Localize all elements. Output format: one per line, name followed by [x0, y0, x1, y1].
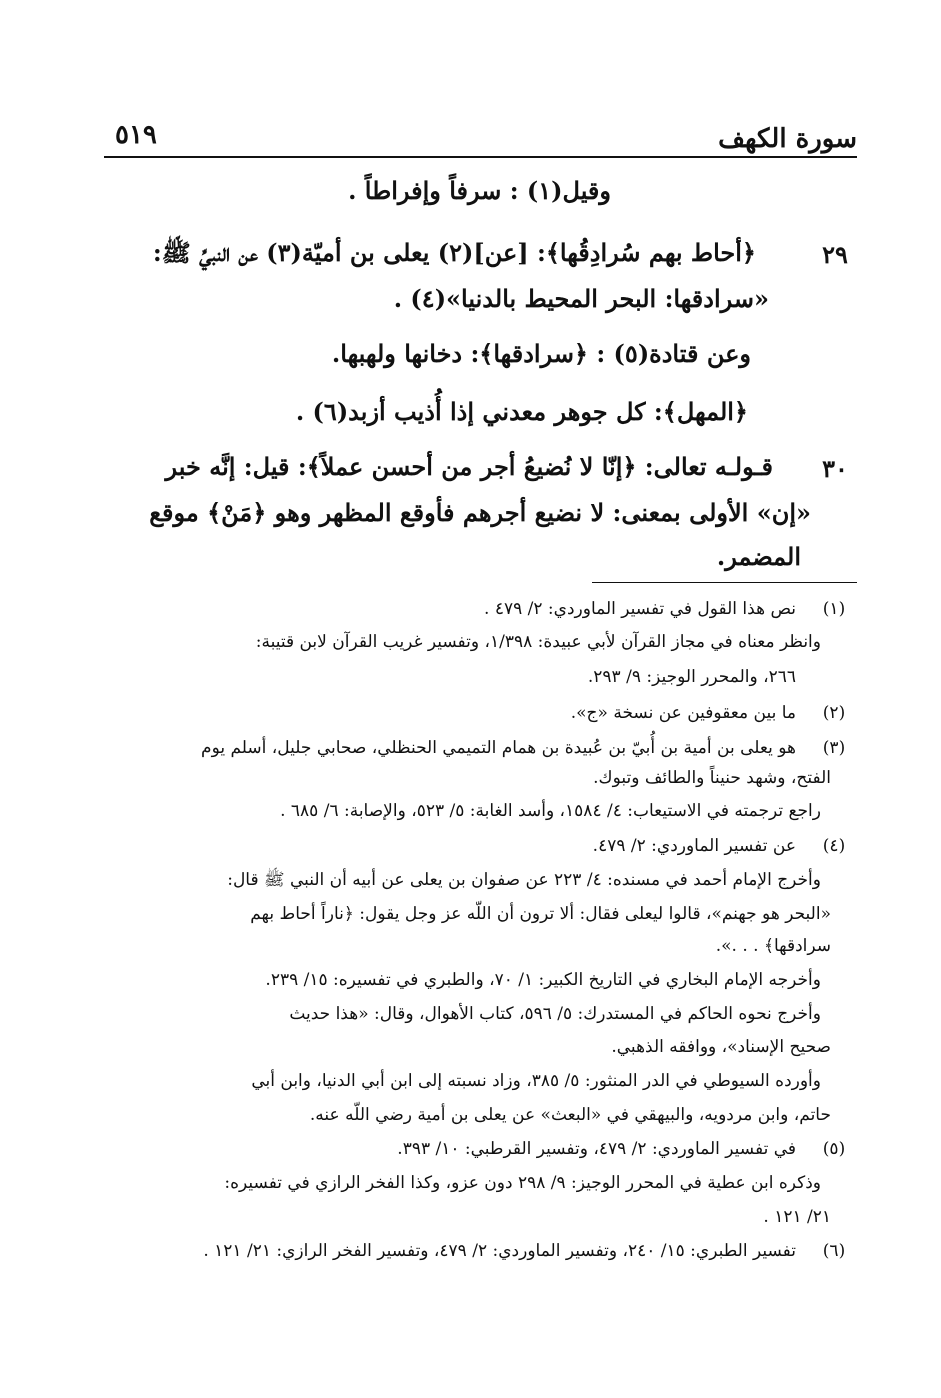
main-text-line: ﴿أحاط بهم سُرادِقُها﴾: [عن](٢) يعلى بن أميّة(٣) عن النبيِّ ﷺ:: [152, 238, 756, 267]
footnote-line: هو يعلى بن أمية بن أُبيّ بن عُبيدة بن همام التميمي الحنظلي، صحابي جليل، أسلم يوم: [201, 738, 796, 758]
footnote-number: (١): [822, 599, 846, 619]
footnote-number: (٦): [822, 1241, 846, 1261]
main-text-line: قـولـه تعالى: ﴿إنّا لا نُضيعُ أجر من أحسن عملاً﴾: قيل: إنَّه خبر: [165, 452, 773, 481]
footnote-line: نص هذا القول في تفسير الماوردي: ٢/ ٤٧٩ .: [484, 599, 796, 619]
running-head-surah-title: سورة الكهف: [718, 124, 857, 154]
footnote-line: راجع ترجمته في الاستيعاب: ٤/ ١٥٨٤، وأسد الغابة: ٥/ ٥٢٣، والإصابة: ٦/ ٦٨٥ .: [280, 801, 821, 821]
footnote-line: تفسير الطبري: ١٥/ ٢٤٠، وتفسير الماوردي: ٢/ ٤٧٩، وتفسير الفخر الرازي: ٢١/ ١٢١ .: [203, 1241, 796, 1261]
footnote-line: وذكره ابن عطية في المحرر الوجيز: ٩/ ٢٩٨ دون عزو، وكذا الفخر الرازي في تفسيره:: [224, 1173, 821, 1193]
footnote-number: (٤): [822, 836, 846, 856]
footnote-line: «البحر هو جهنم»، قالوا ليعلى فقال: ألا ترون أن اللّه عز وجل يقول: ﴿ناراً أحاط بهم: [250, 904, 831, 924]
footnote-divider: [592, 582, 857, 583]
header-divider: [104, 156, 857, 158]
footnote-line: صحيح الإسناد»، ووافقه الذهبي.: [611, 1037, 831, 1057]
main-text-line: وعن قتادة(٥) : ﴿سرادقها﴾: دخانها ولهبها.: [331, 339, 751, 368]
footnote-line: ٢١/ ١٢١ .: [763, 1207, 831, 1227]
footnote-line: وأخرج الإمام أحمد في مسنده: ٤/ ٢٢٣ عن صفوان بن يعلى عن أبيه أن النبي ﷺ قال:: [227, 870, 821, 890]
main-text-line: ﴿المهل﴾: كل جوهر معدني إذا أُذيب أزبد(٦) .: [295, 397, 748, 426]
footnote-line: سرادقها﴾ . . .».: [715, 936, 831, 956]
footnote-line: وأورده السيوطي في الدر المنثور: ٥/ ٣٨٥، وزاد نسبته إلى ابن أبي الدنيا، وابن أبي: [251, 1071, 821, 1091]
footnote-number: (٣): [822, 738, 846, 758]
main-text-line: «سرادقها: البحر المحيط بالدنيا»(٤) .: [393, 284, 769, 313]
main-text-line: وقيل(١) : سرفاً وإفراطاً .: [348, 176, 611, 205]
footnote-line: ما بين معقوفين عن نسخة «ج».: [570, 703, 796, 723]
main-text-line: المضمر.: [716, 542, 801, 571]
footnote-line: عن تفسير الماوردي: ٢/ ٤٧٩.: [592, 836, 796, 856]
footnote-line: وأخرجه الإمام البخاري في التاريخ الكبير: ١/ ٧٠، والطبري في تفسيره: ١٥/ ٢٣٩.: [265, 970, 821, 990]
footnote-number: (٥): [822, 1139, 846, 1159]
footnote-line: حاتم، وابن مردويه، والبيهقي في «البعث» عن يعلى بن أمية رضي اللّه عنه.: [309, 1105, 831, 1125]
verse-number: ٣٠: [822, 454, 848, 483]
main-text-line: «إن» الأولى بمعنى: لا نضيع أجرهم فأوقع المظهر وهو ﴿مَنْ﴾ موقع: [149, 498, 811, 527]
footnote-line: الفتح، وشهد حنيناً والطائف وتبوك.: [593, 768, 831, 788]
page-number: ٥١٩: [115, 120, 157, 150]
footnote-line: ٢٦٦، والمحرر الوجيز: ٩/ ٢٩٣.: [587, 667, 796, 687]
footnote-number: (٢): [822, 703, 846, 723]
footnote-line: في تفسير الماوردي: ٢/ ٤٧٩، وتفسير القرطبي: ١٠/ ٣٩٣.: [397, 1139, 796, 1159]
footnote-line: وانظر معناه في مجاز القرآن لأبي عبيدة: ١/٣٩٨، وتفسير غريب القرآن لابن قتيبة:: [255, 632, 821, 652]
footnote-line: وأخرج نحوه الحاكم في المستدرك: ٥/ ٥٩٦، كتاب الأهوال، وقال: «هذا حديث: [289, 1004, 821, 1024]
verse-number: ٢٩: [822, 240, 848, 269]
